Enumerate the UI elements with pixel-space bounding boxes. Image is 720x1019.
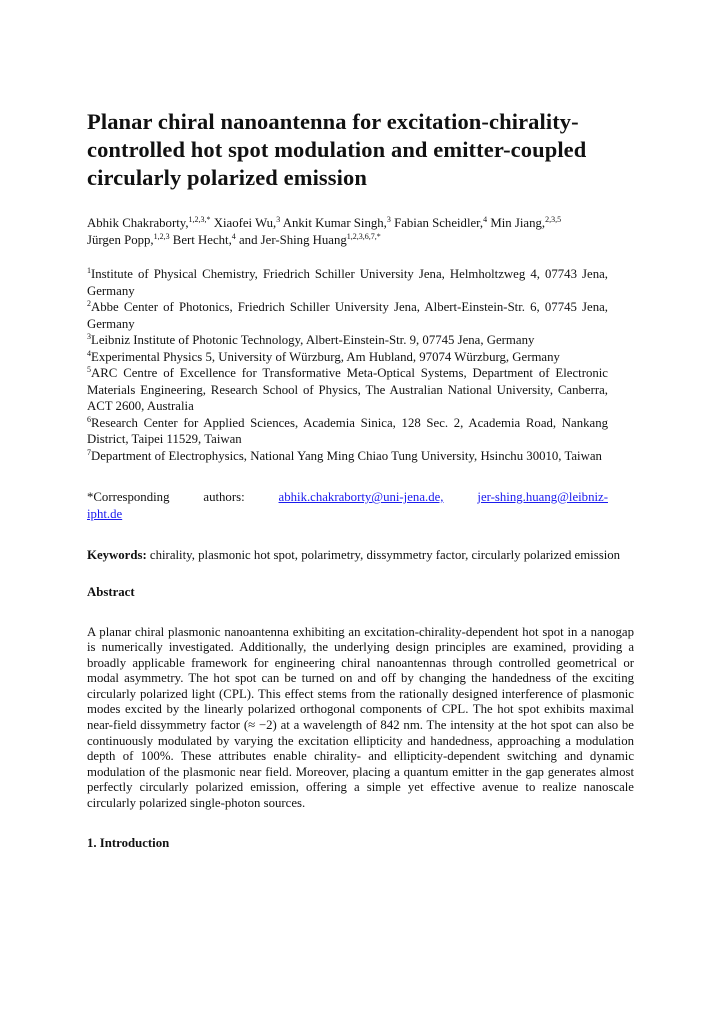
paper-page (87, 108, 634, 851)
corresponding-label: *Corresponding (87, 490, 170, 504)
email-link-huang-continued[interactable]: ipht.de (87, 507, 123, 521)
author: Abhik Chakraborty,$^{1,2,3,*}$ (87, 215, 211, 230)
paper-title: Planar chiral nanoantenna for excitation-chirality-controlled hot spot modulation and emitter-coupled circularly polarized emission (87, 109, 587, 190)
affiliation: $^2$Abbe Center of Photonics, Friedrich Schiller University Jena, Albert-Einstein-Str. 6, 07745 Jena, Germany (87, 299, 608, 331)
author: and Jer-Shing Huang$^{1,2,3,6,7,*}$ (235, 232, 381, 247)
affiliation: $^5$ARC Centre of Excellence for Transformative Meta-Optical Systems, Department of Electronic Materials Engineering, Research School of Physics, The Australian National University, Canberra, ACT 2600, Australia (87, 365, 608, 413)
affiliation-list (87, 266, 608, 464)
affiliation: $^3$Leibniz Institute of Photonic Technology, Albert-Einstein-Str. 9, 07745 Jena, Germany (87, 332, 535, 347)
affiliation: $^4$Experimental Physics 5, University of Würzburg, Am Hubland, 97074 Würzburg, Germany (87, 348, 560, 364)
abstract-text: A planar chiral plasmonic nanoantenna exhibiting an excitation-chirality-dependent hot spot in a nanogap is numerically investigated. Additionally, the underlying design principles are examined, providing a broadly applicable framework for engineering chiral nanoantennas through controlled geometrical or modal asymmetry. The hot spot can be turned on and off by changing the handedness of the exciting circularly polarized light (CPL). This effect stems from the rationally designed interference of plasmonic modes excited by the linearly polarized orthogonal components of CPL. The hot spot exhibits maximal near-field dissymmetry factor (≈ −2) at a wavelength of 842 nm. The intensity at the hot spot can also be continuously modulated by varying the excitation ellipticity and handedness, approaching a modulation depth of 100%. These attributes enable chirality- and ellipticity-dependent switching and dynamic modulation of the plasmonic near field. Moreover, placing a quantum emitter in the gap generates almost perfectly circularly polarized emission, offering a simple yet effective avenue to realize nanoscale circularly polarized single-photon sources. (87, 624, 634, 811)
keywords-text: chirality, plasmonic hot spot, polarimetry, dissymmetry factor, circularly polarized emission (146, 548, 621, 562)
affiliation: $^6$Research Center for Applied Sciences, Academia Sinica, 128 Sec. 2, Academia Road, Nankang District, Taipei 11529, Taiwan (87, 414, 608, 446)
author: Xiaofei Wu,$^3$ (210, 215, 281, 230)
email-link-chakraborty[interactable]: abhik.chakraborty@uni-jena.de, (278, 490, 444, 504)
keywords (87, 547, 634, 564)
author: Ankit Kumar Singh,$^3$ (280, 215, 391, 230)
author: Fabian Scheidler,$^4$ (390, 215, 488, 230)
author: Min Jiang,$^{2,3,5}$ (487, 215, 562, 230)
corresponding-authors (87, 489, 608, 523)
corresponding-label-authors: authors: (203, 490, 245, 504)
author-list (87, 215, 634, 249)
affiliation: $^7$Department of Electrophysics, National Yang Ming Chiao Tung University, Hsinchu 30010, Taiwan (87, 447, 602, 463)
introduction-heading: 1. Introduction (87, 835, 170, 850)
abstract-heading: Abstract (87, 584, 135, 599)
keywords-label: Keywords: (87, 548, 147, 562)
author: Bert Hecht,$^4$ (169, 232, 236, 247)
affiliation: $^1$Institute of Physical Chemistry, Friedrich Schiller University Jena, Helmholtzweg 4, 07743 Jena, Germany (87, 266, 608, 298)
author: Jürgen Popp,$^{1,2,3}$ (87, 232, 170, 247)
email-link-huang[interactable]: jer-shing.huang@leibniz- (477, 490, 608, 504)
